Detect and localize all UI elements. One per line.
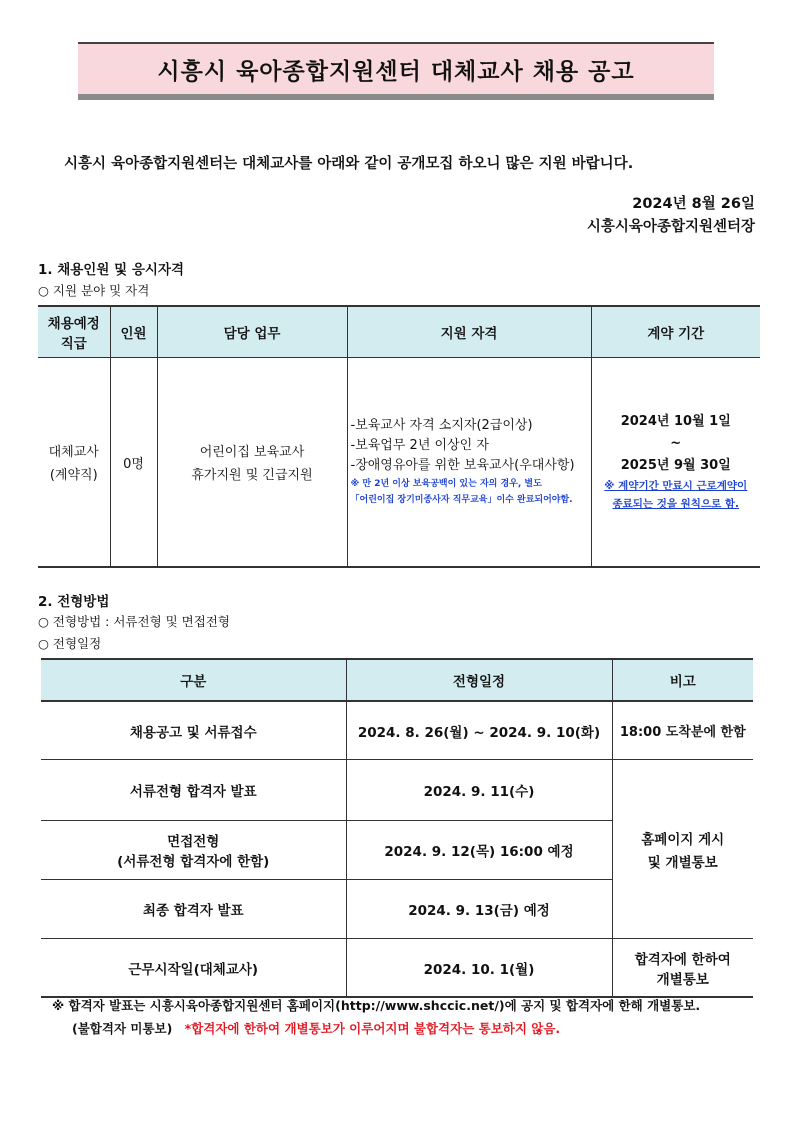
header-qualification: 지원 자격 — [347, 306, 591, 358]
table-row — [41, 701, 753, 760]
period-note-line2: 종료되는 것을 원칙으로 함. — [612, 498, 740, 510]
qual-item: -장애영유아를 위한 보육교사(우대사항) — [350, 458, 575, 473]
recruitment-table — [38, 305, 760, 568]
duty-line1: 어린이집 보육교사 — [199, 445, 305, 460]
position-line2: (계약직) — [49, 468, 98, 483]
section2-schedule-label: ○ 전형일정 — [38, 636, 102, 651]
header-schedule: 전형일정 — [346, 659, 612, 701]
cell-count: 0명 — [110, 358, 157, 568]
footer-red-note: *합격자에 한하여 개별통보가 이루어지며 불합격자는 통보하지 않음. — [184, 1021, 561, 1036]
qual-note-line1: ※ 만 2년 이상 보육공백이 있는 자의 경우, 별도 — [350, 479, 542, 489]
header-count: 인원 — [110, 306, 157, 358]
intro-text: 시흥시 육아종합지원센터는 대체교사를 아래와 같이 공개모집 하오니 많은 지원 바랍니다. — [64, 156, 634, 172]
header-position-line1: 채용예정 — [47, 316, 100, 332]
table-row — [41, 939, 753, 998]
period-end: 2025년 9월 30일 — [620, 458, 731, 473]
category-line2: (서류전형 합격자에 한함) — [117, 854, 270, 870]
section1-subheading: ○ 지원 분야 및 자격 — [38, 283, 150, 298]
merged-note-line1: 홈페이지 게시 — [641, 831, 725, 848]
cell-category: 최종 합격자 발표 — [41, 880, 346, 939]
cell-schedule: 2024. 9. 12(목) 16:00 예정 — [346, 821, 612, 880]
table-row — [41, 760, 753, 821]
table-row — [38, 358, 760, 568]
cell-category: 채용공고 및 서류접수 — [41, 701, 346, 760]
cell-category — [41, 821, 346, 880]
qual-item: -보육업무 2년 이상인 자 — [350, 438, 489, 453]
cell-duty — [157, 358, 347, 568]
section2-heading: 2. 전형방법 — [38, 594, 110, 610]
title-banner — [78, 42, 714, 100]
announcement-date: 2024년 8월 26일 — [632, 196, 755, 212]
section2-method: ○ 전형방법 : 서류전형 및 면접전형 — [38, 614, 230, 629]
period-note-line1: ※ 계약기간 만료시 근로계약이 — [604, 480, 748, 492]
qual-note-line2: 「어린이집 장기미종사자 직무교육」이수 완료되어야함. — [350, 495, 573, 505]
cell-qualification — [347, 358, 591, 568]
header-duty: 담당 업무 — [157, 306, 347, 358]
header-position-line2: 직급 — [60, 336, 87, 352]
category-line1: 면접전형 — [167, 834, 220, 850]
cell-schedule: 2024. 9. 13(금) 예정 — [346, 880, 612, 939]
page-title: 시흥시 육아종합지원센터 대체교사 채용 공고 — [157, 58, 635, 85]
cell-schedule: 2024. 9. 11(수) — [346, 760, 612, 821]
header-position — [38, 306, 110, 358]
period-start: 2024년 10월 1일 — [620, 414, 731, 429]
qual-item: -보육교사 자격 소지자(2급이상) — [350, 418, 533, 433]
duty-line2: 휴가지원 및 긴급지원 — [191, 468, 313, 483]
footer-unsuccessful: (불합격자 미통보) — [72, 1021, 173, 1036]
footer-note-line2 — [72, 1019, 560, 1037]
position-line1: 대체교사 — [48, 445, 99, 460]
cell-note-merged — [612, 760, 753, 939]
section1-heading: 1. 채용인원 및 응시자격 — [38, 262, 184, 278]
cell-schedule: 2024. 10. 1(월) — [346, 939, 612, 998]
signer: 시흥시육아종합지원센터장 — [586, 219, 755, 235]
cell-position — [38, 358, 110, 568]
cell-period — [591, 358, 760, 568]
footer-note: ※ 합격자 발표는 시흥시육아종합지원센터 홈페이지(http://www.shccic.net/)에 공지 및 합격자에 한해 개별통보. — [52, 998, 701, 1013]
note-line1: 합격자에 한하여 — [634, 951, 731, 968]
cell-note: 18:00 도착분에 한함 — [612, 701, 753, 760]
cell-note — [612, 939, 753, 998]
schedule-table — [41, 658, 753, 998]
header-note: 비고 — [612, 659, 753, 701]
cell-schedule: 2024. 8. 26(월) ~ 2024. 9. 10(화) — [346, 701, 612, 760]
period-tilde: ~ — [670, 436, 682, 451]
header-category: 구분 — [41, 659, 346, 701]
cell-category: 서류전형 합격자 발표 — [41, 760, 346, 821]
header-period: 계약 기간 — [591, 306, 760, 358]
merged-note-line2: 및 개별통보 — [647, 854, 718, 871]
note-line2: 개별통보 — [656, 971, 709, 988]
cell-category: 근무시작일(대체교사) — [41, 939, 346, 998]
